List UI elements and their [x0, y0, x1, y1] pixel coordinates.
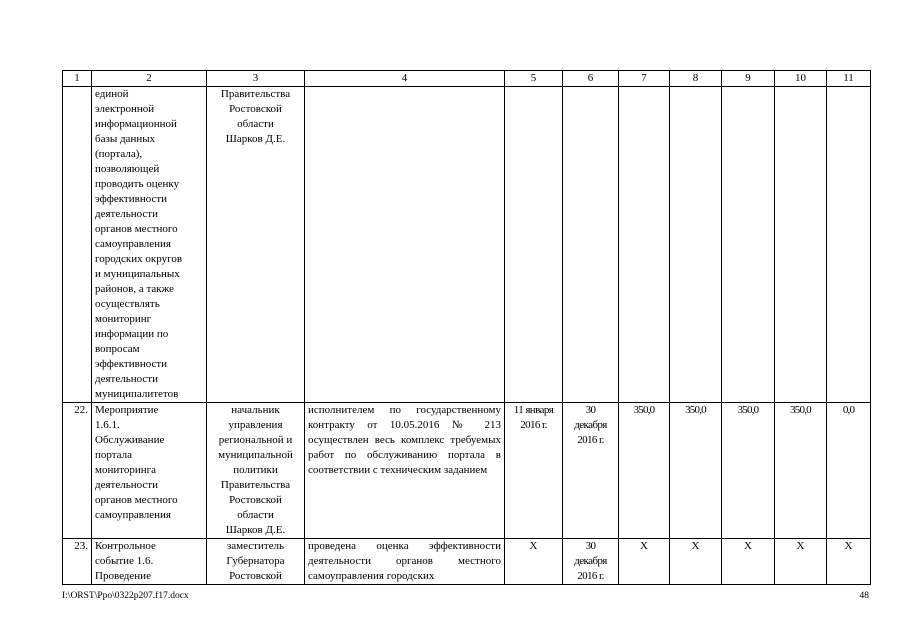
cell-col-11 [827, 87, 871, 403]
header-col-8: 8 [670, 71, 722, 87]
cell-line: эффективности [95, 193, 168, 205]
cell-col-7 [619, 87, 670, 403]
header-col-11: 11 [827, 71, 871, 87]
cell-col-10: 350,0 [775, 403, 827, 539]
cell-line: деятельности [95, 373, 158, 385]
cell-col-9: Х [722, 539, 775, 585]
cell-line: информации по [95, 328, 169, 340]
cell-line: муниципалитетов [95, 388, 179, 400]
cell-line: 11 января [513, 404, 554, 416]
cell-col-11: Х [827, 539, 871, 585]
cell-col-8: 350,0 [670, 403, 722, 539]
cell-line: информационной [95, 118, 177, 130]
cell-line: декабря [574, 419, 607, 431]
cell-line: базы данных [95, 133, 156, 145]
cell-num: 22. [63, 403, 92, 539]
cell-start-date [505, 87, 563, 403]
cell-line: политики [233, 464, 278, 476]
cell-measure-name [92, 87, 207, 403]
cell-line: эффективности [95, 358, 168, 370]
header-col-10: 10 [775, 71, 827, 87]
cell-line: деятельности [95, 479, 158, 491]
cell-end-date [563, 539, 619, 585]
cell-line: управления [228, 419, 283, 431]
cell-line: 1.6.1. [95, 419, 120, 431]
cell-line: Правительства [220, 479, 291, 491]
cell-col-10 [775, 87, 827, 403]
cell-line: Ростовской [229, 494, 282, 506]
cell-result: исполнителем по государственному контракту от 10.05.2016 № 213 осуществлен весь комплекс требуемых работ по обслуживанию портала в соответствии с техническим заданием [305, 403, 505, 539]
cell-line: Губернатора [226, 555, 285, 567]
cell-num [63, 87, 92, 403]
cell-num: 23. [63, 539, 92, 585]
cell-line: муниципальной [218, 449, 293, 461]
cell-line: вопросам [95, 343, 140, 355]
cell-measure-name [92, 403, 207, 539]
cell-line: Шарков Д.Е. [225, 133, 286, 145]
cell-line: осуществлять [95, 298, 160, 310]
cell-line: единой [95, 88, 129, 100]
cell-line: Шарков Д.Е. [225, 524, 286, 536]
cell-line: 30 [585, 540, 596, 552]
cell-start-date [505, 403, 563, 539]
cell-line: области [237, 509, 274, 521]
cell-col-8 [670, 87, 722, 403]
cell-line: 2016 г. [520, 419, 547, 431]
cell-line: Ростовской [229, 570, 282, 582]
cell-col-10: Х [775, 539, 827, 585]
cell-col-11: 0,0 [827, 403, 871, 539]
cell-line: портала [95, 449, 133, 461]
cell-line: событие 1.6. [95, 555, 154, 567]
cell-line: Ростовской [229, 103, 282, 115]
cell-line: районов, а также [95, 283, 174, 295]
cell-start-date: Х [505, 539, 563, 585]
page-number: 48 [859, 591, 869, 601]
header-col-9: 9 [722, 71, 775, 87]
cell-line: Проведение [95, 570, 151, 582]
cell-line: мониторинг [95, 313, 152, 325]
header-col-2: 2 [92, 71, 207, 87]
cell-line: Мероприятие [95, 404, 159, 416]
header-col-5: 5 [505, 71, 563, 87]
table-row-22 [63, 403, 871, 539]
cell-line: мониторинга [95, 464, 157, 476]
cell-line: самоуправления [95, 238, 171, 250]
cell-line: деятельности [95, 208, 158, 220]
header-col-6: 6 [563, 71, 619, 87]
cell-result [305, 87, 505, 403]
table-row-23 [63, 539, 871, 585]
cell-line: органов местного [95, 494, 178, 506]
cell-line: позволяющей [95, 163, 160, 175]
table-row-continuation [63, 87, 871, 403]
cell-line: городских округов [95, 253, 183, 265]
cell-line: (портала), [95, 148, 143, 160]
cell-line: 2016 г. [577, 434, 604, 446]
cell-responsible [207, 539, 305, 585]
cell-measure-name [92, 539, 207, 585]
cell-end-date [563, 87, 619, 403]
cell-line: области [237, 118, 274, 130]
report-table [62, 70, 871, 585]
cell-responsible [207, 403, 305, 539]
cell-line: декабря [574, 555, 607, 567]
cell-col-9 [722, 87, 775, 403]
cell-col-8: Х [670, 539, 722, 585]
cell-line: заместитель [226, 540, 285, 552]
header-col-4: 4 [305, 71, 505, 87]
cell-line: органов местного [95, 223, 178, 235]
cell-line: электронной [95, 103, 155, 115]
footer-file-path: I:\ORST\Ppo\0322p207.f17.docx [62, 591, 189, 601]
cell-line: начальник [231, 404, 280, 416]
cell-result: проведена оценка эффективности деятельности органов местного самоуправления городских [305, 539, 505, 585]
cell-col-9: 350,0 [722, 403, 775, 539]
cell-line: Обслуживание [95, 434, 165, 446]
cell-line: региональной и [218, 434, 293, 446]
cell-col-7: Х [619, 539, 670, 585]
cell-line: 2016 г. [577, 570, 604, 582]
cell-end-date [563, 403, 619, 539]
header-col-1: 1 [63, 71, 92, 87]
cell-responsible [207, 87, 305, 403]
header-col-7: 7 [619, 71, 670, 87]
cell-line: 30 [585, 404, 596, 416]
header-row [63, 71, 871, 87]
cell-line: Контрольное [95, 540, 156, 552]
cell-col-7: 350,0 [619, 403, 670, 539]
cell-line: и муниципальных [95, 268, 180, 280]
header-col-3: 3 [207, 71, 305, 87]
cell-line: проводить оценку [95, 178, 180, 190]
cell-line: самоуправления [95, 509, 171, 521]
cell-line: Правительства [220, 88, 291, 100]
